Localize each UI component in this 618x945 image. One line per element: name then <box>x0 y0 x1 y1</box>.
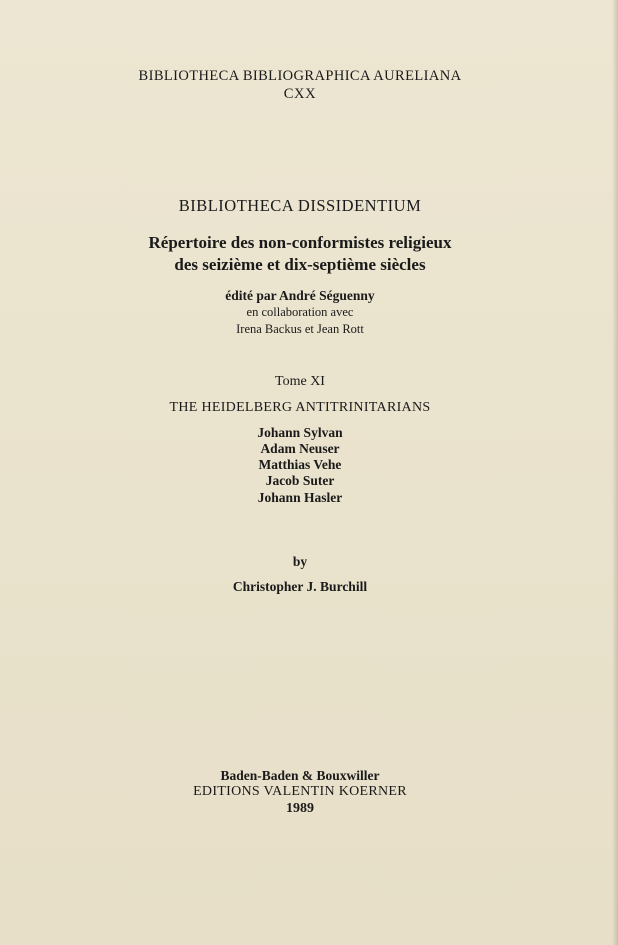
subject-name: Johann Hasler <box>257 490 343 505</box>
tome-number: Tome XI <box>275 374 325 389</box>
page-edge-shadow <box>612 0 618 945</box>
series-number: CXX <box>283 86 317 102</box>
subtitle-line-2: des seizième et dix-septième siècles <box>174 255 426 274</box>
volume-title: THE HEIDELBERG ANTITRINITARIANS <box>169 400 431 415</box>
subtitle-line-1: Répertoire des non-conformistes religieux <box>148 233 452 252</box>
author-name: Christopher J. Burchill <box>232 579 368 594</box>
subject-name: Jacob Suter <box>265 473 335 488</box>
collaboration-note: en collaboration avec <box>246 305 354 319</box>
collaborators: Irena Backus et Jean Rott <box>236 322 364 336</box>
imprint-year: 1989 <box>286 801 314 816</box>
imprint-publisher: EDITIONS VALENTIN KOERNER <box>193 784 407 799</box>
subject-name: Johann Sylvan <box>257 425 343 440</box>
imprint-place: Baden-Baden & Bouxwiller <box>220 768 380 783</box>
subject-name: Adam Neuser <box>260 441 340 456</box>
series-title: BIBLIOTHECA BIBLIOGRAPHICA AURELIANA <box>138 68 462 84</box>
main-title: BIBLIOTHECA DISSIDENTIUM <box>178 196 422 215</box>
by-label: by <box>292 554 308 569</box>
editor-credit: édité par André Séguenny <box>225 288 375 303</box>
subject-name: Matthias Vehe <box>258 457 342 472</box>
